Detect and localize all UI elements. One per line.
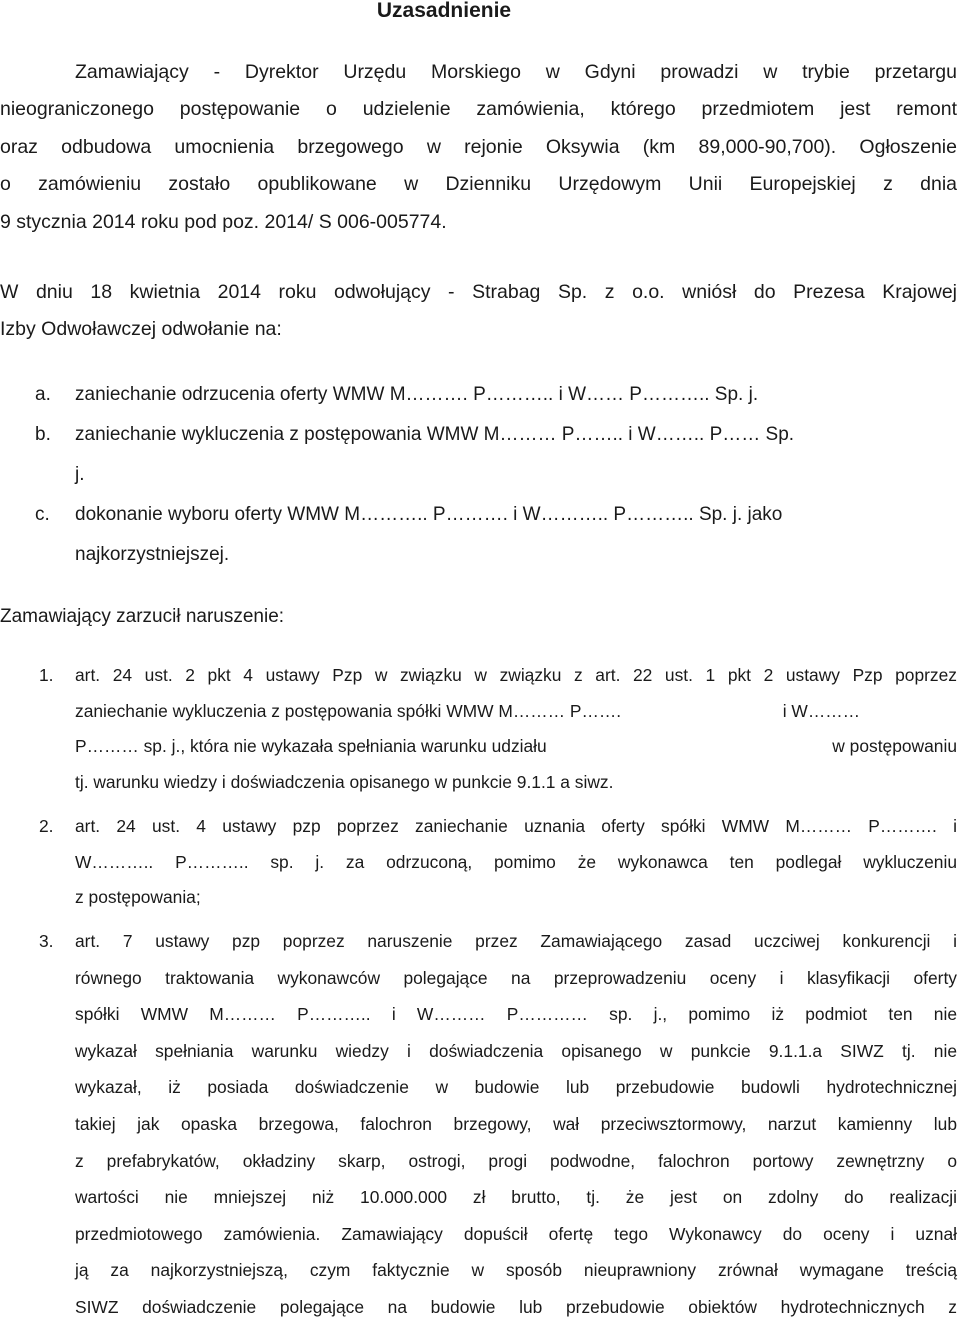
list-item-text: dokonanie wyboru oferty WMW M……….. P………. i W……….. P……….. Sp. j. jako bbox=[75, 504, 783, 525]
intro-line: Zamawiający - Dyrektor Urzędu Morskiego w Gdyni prowadzi w trybie przetargu bbox=[75, 61, 957, 83]
list-item bbox=[0, 923, 957, 1326]
list-item-text: i W……… bbox=[782, 700, 860, 721]
list-item-text: w postępowaniu bbox=[832, 736, 957, 756]
list-item-text: wartości nie mniejszej niż 10.000.000 zł brutto, tj. że jest on zdolny do realizacji bbox=[75, 1187, 957, 1208]
list-item-text: art. 7 ustawy pzp poprzez naruszenie przez Zamawiającego zasad uczciwej konkurencji i bbox=[75, 931, 957, 951]
appeal-line: W dniu 18 kwietnia 2014 roku odwołujący - Strabag Sp. z o.o. wniósł do Prezesa Krajowej bbox=[0, 281, 957, 303]
list-item bbox=[0, 375, 957, 415]
list-item-text: z postępowania; bbox=[75, 887, 201, 907]
list-item-text: zaniechanie odrzucenia oferty WMW M………. P……….. i W…… P……….. Sp. j. bbox=[75, 384, 759, 405]
list-item bbox=[0, 495, 957, 575]
list-item-text: przedmiotowego zamówienia. Zamawiający dopuścił ofertę tego Wykonawcy do oceny i uznał bbox=[75, 1223, 957, 1244]
list-item-text: z prefabrykatów, okładziny skarp, ostrogi, progi podwodne, falochron portowy zewnętrzny o bbox=[75, 1150, 957, 1171]
list-marker: 1. bbox=[39, 665, 54, 685]
list-item-text: spółki WMW M……… P……….. i W……… P………… sp. j., pomimo iż podmiot ten nie bbox=[75, 1004, 957, 1025]
list-item-text: tj. warunku wiedzy i doświadczenia opisanego w punkcie 9.1.1 a siwz. bbox=[75, 771, 614, 792]
list-item-text-cont: najkorzystniejszej. bbox=[75, 544, 230, 565]
list-item-text: art. 24 ust. 4 ustawy pzp poprzez zaniechanie uznania oferty spółki WMW M……… P………. i bbox=[75, 816, 957, 836]
list-item-text: wykazał spełniania warunku wiedzy i doświadczenia opisanego w punkcie 9.1.1.a SIWZ tj. nie bbox=[75, 1040, 957, 1061]
list-item-text-cont: j. bbox=[75, 464, 85, 485]
document-title: Uzasadnienie bbox=[376, 0, 512, 22]
list-item-text: P……… sp. j., która nie wykazała spełniania warunku udziału bbox=[75, 736, 547, 756]
list-marker: 2. bbox=[39, 816, 54, 836]
intro-line: 9 stycznia 2014 roku pod poz. 2014/ S 006-005774. bbox=[0, 211, 447, 233]
intro-line: nieograniczonego postępowanie o udzielenie zamówienia, którego przedmiotem jest remont bbox=[0, 98, 957, 120]
list-marker: a. bbox=[35, 384, 51, 405]
violations-heading: Zamawiający zarzucił naruszenie: bbox=[0, 606, 285, 627]
list-marker: c. bbox=[35, 504, 50, 525]
list-marker: 3. bbox=[39, 931, 54, 951]
appeal-line: Izby Odwoławczej odwołanie na: bbox=[0, 318, 282, 340]
list-item-text: takiej jak opaska brzegowa, falochron brzegowy, wał przeciwsztormowy, narzut kamienny lub bbox=[75, 1113, 957, 1134]
list-item-text: SIWZ doświadczenie polegające na budowie lub przebudowie obiektów hydrotechnicznych z bbox=[75, 1296, 957, 1317]
list-item-text: wykazał, iż posiada doświadczenie w budowie lub przebudowie budowli hydrotechnicznej bbox=[75, 1077, 957, 1098]
list-item-text: art. 24 ust. 2 pkt 4 ustawy Pzp w związku w związku z art. 22 ust. 1 pkt 2 ustawy Pzp poprzez bbox=[75, 665, 957, 685]
list-marker: b. bbox=[35, 424, 51, 445]
list-item-text: W……….. P……….. sp. j. za odrzuconą, pomimo że wykonawca ten podlegał wykluczeniu bbox=[75, 851, 957, 872]
intro-line: o zamówieniu zostało opublikowane w Dzienniku Urzędowym Unii Europejskiej z dnia bbox=[0, 173, 957, 195]
list-item-text: równego traktowania wykonawców polegające na przeprowadzeniu oceny i klasyfikacji oferty bbox=[75, 967, 957, 988]
intro-line: oraz odbudowa umocnienia brzegowego w rejonie Oksywia (km 89,000-90,700). Ogłoszenie bbox=[0, 136, 957, 158]
list-item-text: ją za najkorzystniejszą, czym faktycznie w sposób nieuprawniony zrównał wymagane treścią bbox=[75, 1260, 957, 1281]
list-item bbox=[0, 415, 957, 495]
list-item-text: zaniechanie wykluczenia z postępowania WMW M……… P…….. i W…….. P…… Sp. bbox=[75, 424, 795, 445]
list-item-text: zaniechanie wykluczenia z postępowania spółki WMW M……… P……. bbox=[75, 700, 622, 721]
list-item bbox=[0, 658, 957, 800]
list-item bbox=[0, 809, 957, 916]
